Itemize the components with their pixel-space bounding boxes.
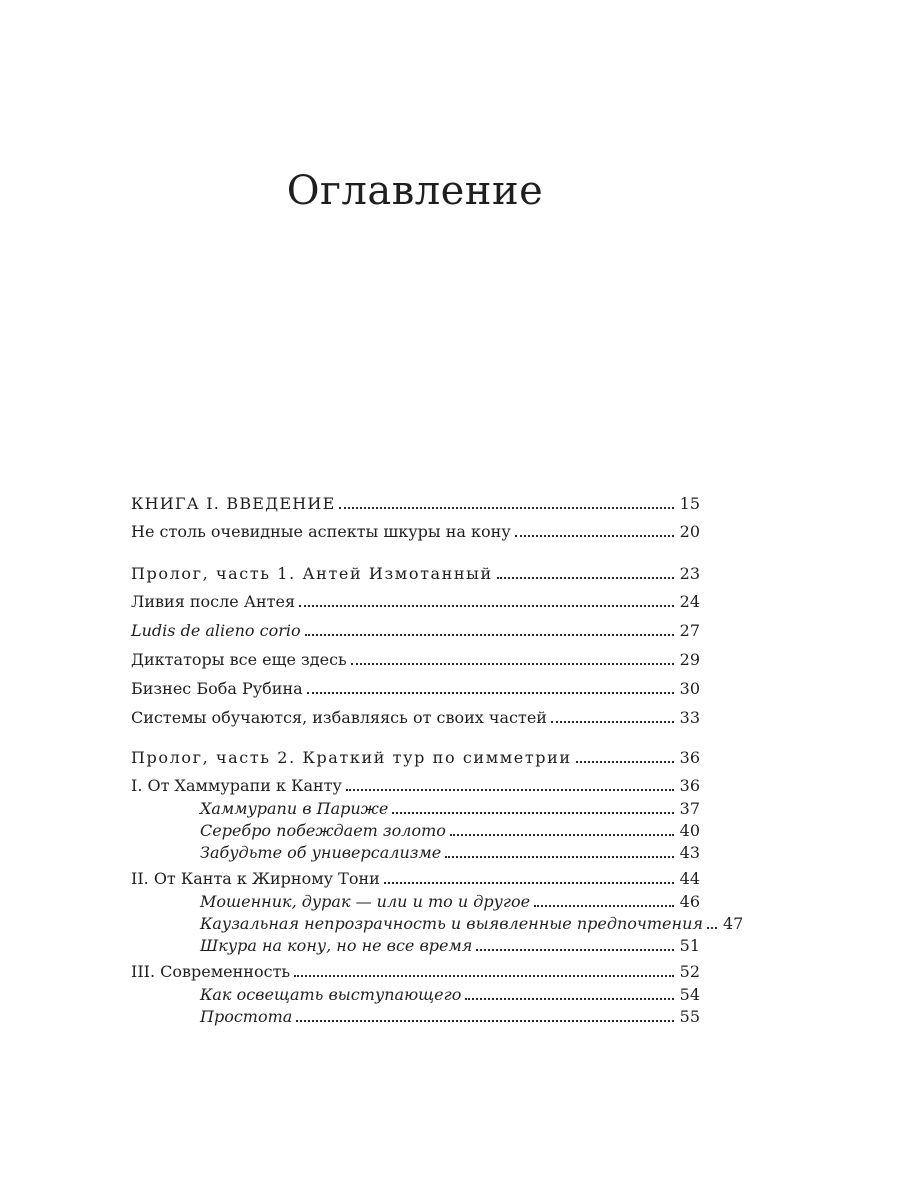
toc-entry-label: III. Современность <box>131 962 291 981</box>
toc-leader-dots <box>346 788 674 791</box>
toc-entry[interactable] <box>131 867 700 891</box>
toc-entry-label: Мошенник, дурак — или и то и другое <box>200 892 531 911</box>
toc-entry-page: 20 <box>679 522 700 541</box>
toc-entry-page: 54 <box>679 985 700 1004</box>
toc-entry-label: Забудьте об универсализме <box>200 843 442 862</box>
toc-entry-label: Не столь очевидные аспекты шкуры на кону <box>131 522 511 541</box>
toc-entry-page: 30 <box>679 679 700 698</box>
toc-entry-page: 33 <box>679 708 700 727</box>
toc-leader-dots <box>299 604 674 607</box>
toc-subentry[interactable] <box>200 912 744 936</box>
toc-entry[interactable] <box>131 746 700 770</box>
toc-leader-dots <box>392 811 673 814</box>
toc-entry[interactable] <box>131 619 700 643</box>
toc-entry-page: 43 <box>679 843 700 862</box>
toc-subentry[interactable] <box>200 819 700 843</box>
toc-entry-page: 36 <box>679 748 700 767</box>
toc-leader-dots <box>476 948 673 951</box>
toc-entry-page: 55 <box>679 1007 700 1026</box>
toc-entry-page: 47 <box>722 914 744 933</box>
toc-subentry[interactable] <box>200 797 700 821</box>
toc-entry-label: Диктаторы все еще здесь <box>131 650 347 669</box>
toc-leader-dots <box>384 881 674 884</box>
toc-entry[interactable] <box>131 590 700 614</box>
toc-entry-label: КНИГА I. ВВЕДЕНИЕ <box>131 494 336 513</box>
toc-subentry[interactable] <box>200 1005 700 1029</box>
toc-entry-label: Ливия после Антея <box>131 592 296 611</box>
toc-entry[interactable] <box>131 774 700 798</box>
toc-leader-dots <box>576 760 674 763</box>
toc-leader-dots <box>450 833 674 836</box>
toc-entry-page: 24 <box>679 592 700 611</box>
toc-entry-page: 51 <box>679 936 700 955</box>
toc-entry-label: Пролог, часть 2. Краткий тур по симметрии <box>131 748 572 767</box>
toc-entry[interactable] <box>131 677 700 701</box>
toc-entry-label: Хаммурапи в Париже <box>200 799 389 818</box>
toc-entry-label: Серебро побеждает золото <box>200 821 446 840</box>
toc-entry-label: I. От Хаммурапи к Канту <box>131 776 342 795</box>
page-title: Оглавление <box>286 168 544 214</box>
toc-subentry[interactable] <box>200 983 700 1007</box>
toc-leader-dots <box>551 720 674 723</box>
toc-leader-dots <box>296 1019 673 1022</box>
toc-subentry[interactable] <box>200 841 700 865</box>
toc-entry-page: 40 <box>679 821 700 840</box>
toc-entry[interactable] <box>131 960 700 984</box>
toc-subentry[interactable] <box>200 934 700 958</box>
toc-leader-dots <box>307 691 674 694</box>
toc-entry-page: 29 <box>679 650 700 669</box>
toc-entry-label: Как освещать выступающего <box>200 985 462 1004</box>
toc-entry-label: II. От Канта к Жирному Тони <box>131 869 380 888</box>
toc-entry-page: 46 <box>679 892 700 911</box>
toc-entry[interactable] <box>131 562 700 586</box>
toc-entry[interactable] <box>131 706 700 730</box>
toc-leader-dots <box>351 662 674 665</box>
toc-entry-page: 52 <box>679 962 700 981</box>
toc-entry-page: 15 <box>679 494 700 513</box>
toc-entry[interactable] <box>131 492 700 516</box>
toc-entry-label: Шкура на кону, но не все время <box>200 936 473 955</box>
toc-leader-dots <box>305 633 674 636</box>
toc-leader-dots <box>534 904 674 907</box>
toc-entry-page: 37 <box>679 799 700 818</box>
toc-leader-dots <box>497 576 674 579</box>
toc-leader-dots <box>339 506 673 509</box>
toc-subentry[interactable] <box>200 890 700 914</box>
toc-entry[interactable] <box>131 648 700 672</box>
toc-leader-dots <box>465 997 673 1000</box>
toc-entry-label: Каузальная непрозрачность и выявленные предпочтения <box>200 914 703 933</box>
toc-entry-page: 23 <box>679 564 700 583</box>
toc-entry-label: Бизнес Боба Рубина <box>131 679 303 698</box>
toc-entry-page: 36 <box>679 776 700 795</box>
toc-entry[interactable] <box>131 520 700 544</box>
toc-entry-label: Системы обучаются, избавляясь от своих частей <box>131 708 547 727</box>
toc-leader-dots <box>707 926 717 929</box>
toc-leader-dots <box>445 855 673 858</box>
toc-entry-label: Простота <box>200 1007 293 1026</box>
toc-leader-dots <box>294 974 674 977</box>
toc-entry-label: Ludis de alieno corio <box>131 621 301 640</box>
toc-entry-page: 27 <box>679 621 700 640</box>
toc-leader-dots <box>515 534 674 537</box>
toc-entry-page: 44 <box>679 869 700 888</box>
toc-entry-label: Пролог, часть 1. Антей Измотанный <box>131 564 493 583</box>
